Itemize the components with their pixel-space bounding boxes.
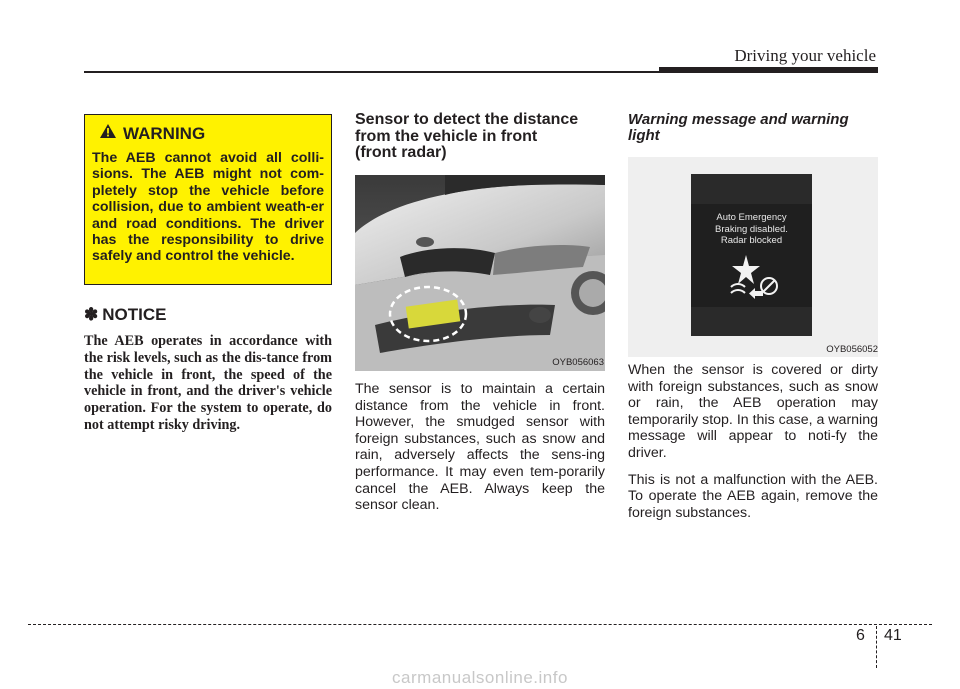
- notice-header: [84, 305, 166, 325]
- sensor-section-title: [355, 112, 605, 162]
- warning-title: WARNING: [123, 123, 206, 143]
- warning-message-description: [628, 362, 878, 531]
- warning-text: The AEB cannot avoid all colli-sions. The AEB might not com-pletely stop the vehicle before collision, due to ambient weath-er and road conditions. The driver has the responsibility to drive safely and control the vehicle.: [92, 150, 324, 265]
- car-front-image: [355, 175, 605, 371]
- page-number: 41: [884, 627, 902, 644]
- warning-message-title: [628, 112, 878, 143]
- header-rule-accent: [659, 67, 878, 73]
- notice-star-icon: ✽: [84, 305, 99, 324]
- warning-message-title-line-2: light: [628, 126, 660, 144]
- warning-triangle-icon: [99, 123, 117, 144]
- footer-rule: [28, 624, 932, 625]
- warning-message-title-line-1: Warning message and warning: [628, 111, 849, 128]
- sensor-title-line-2: from the vehicle in front: [355, 127, 538, 145]
- running-header: Driving your vehicle: [734, 46, 876, 65]
- front-radar-car-illustration: [355, 175, 605, 371]
- aeb-warning-icon: [723, 253, 789, 310]
- figure-code-cluster: OYB056052: [826, 344, 878, 355]
- sensor-description: The sensor is to maintain a certain distance from the vehicle in front. However, the smudged sensor with foreign substances, such as snow and rain, adversely affects the sens-ing performance. It may even tem-porarily cancel the AEB. Always keep the sensor clean.: [355, 381, 605, 514]
- cluster-message-line-2: Braking disabled.: [715, 223, 788, 235]
- warning-header: [99, 123, 205, 144]
- figure-code-car: OYB056063: [552, 357, 604, 368]
- footer-divider: [876, 626, 877, 668]
- notice-title: NOTICE: [102, 305, 167, 324]
- cluster-message: [691, 212, 812, 247]
- sensor-title-line-1: Sensor to detect the distance: [355, 111, 579, 128]
- header-rule: [84, 71, 660, 73]
- warning-message-paragraph-2: This is not a malfunction with the AEB. To operate the AEB again, remove the foreign substances.: [628, 471, 878, 521]
- chapter-number: 6: [856, 627, 865, 644]
- notice-text: The AEB operates in accordance with the risk levels, such as the dis-tance from the vehicle in front, the speed of the vehicle in front, and the driver's vehicle operation. For the system to operate, do not attempt risky driving.: [84, 333, 332, 433]
- cluster-message-line-1: Auto Emergency: [716, 212, 787, 223]
- watermark: carmanualsonline.info: [392, 668, 568, 687]
- warning-message-paragraph-1: When the sensor is covered or dirty with foreign substances, such as snow or rain, the AEB operation may temporarily stop. In this case, a warning message will appear to noti-fy the driver.: [628, 362, 878, 461]
- sensor-title-line-3: (front radar): [355, 144, 447, 161]
- cluster-message-line-3: Radar blocked: [720, 235, 783, 246]
- cluster-display-illustration: [628, 157, 878, 357]
- warning-box: [84, 114, 332, 285]
